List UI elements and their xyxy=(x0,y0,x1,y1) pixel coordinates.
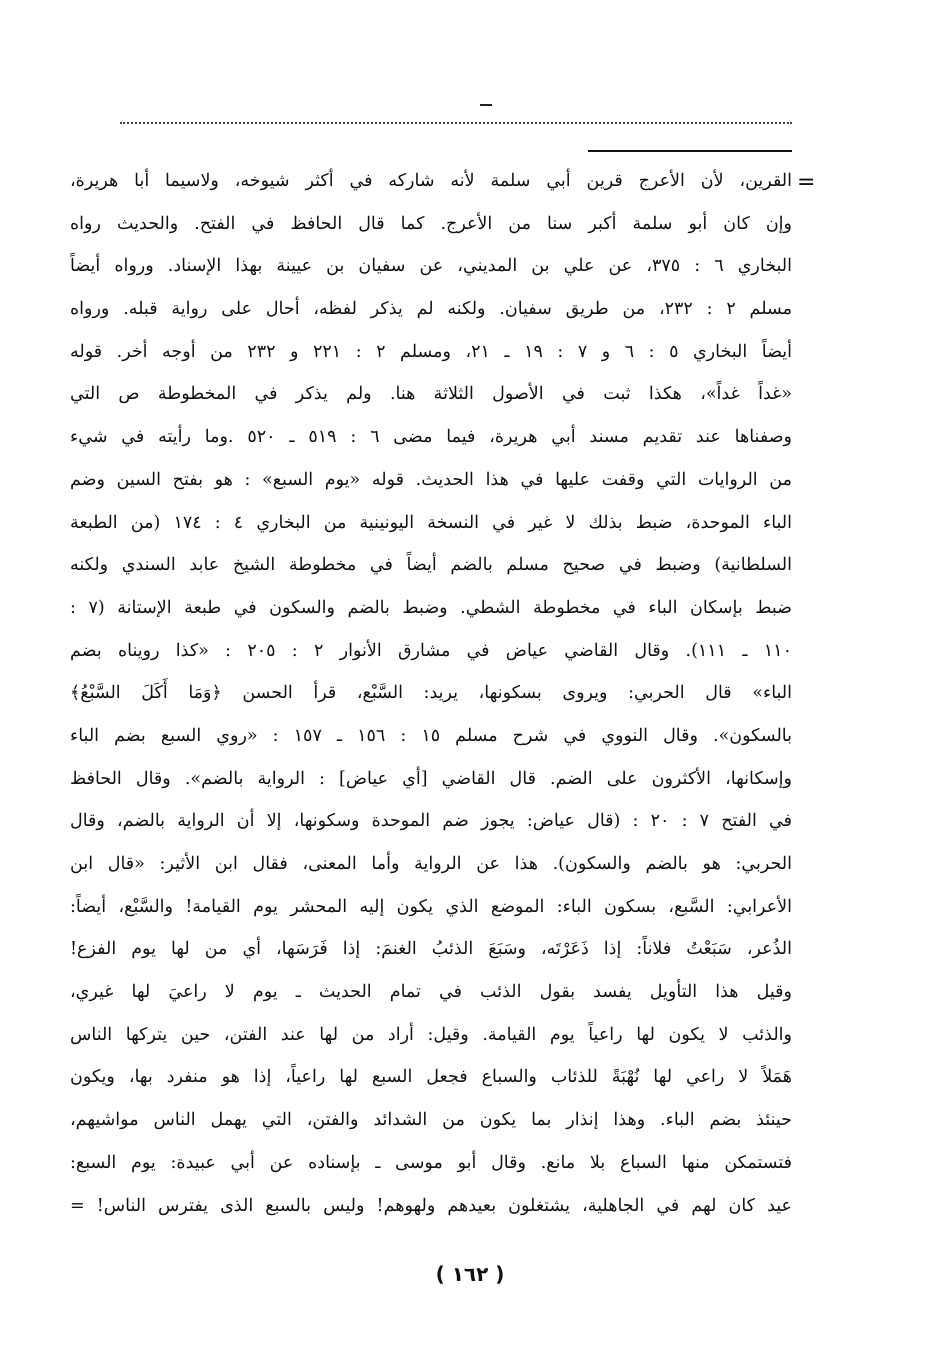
footnote-separator-rule xyxy=(588,150,792,152)
text-line: وإن كان أبو سلمة أكبر سنا من الأعرج. كما قال الحافظ في الفتح. والحديث رواه xyxy=(70,213,792,234)
text-line: مسلم ٢ : ٢٣٢، من طريق سفيان. ولكنه لم يذكر لفظه، أحال على رواية قبله. ورواه xyxy=(70,299,792,320)
header-tick-mark xyxy=(480,104,492,106)
text-line: البخاري ٦ : ٣٧٥، عن علي بن المديني، عن سفيان بن عيينة بهذا الإسناد. ورواه أيضاً xyxy=(70,256,792,277)
text-line: ضبط بإسكان الباء في مخطوطة الشطي. وضبط بالضم والسكون في طبعة الإستانة (٧ : xyxy=(70,597,792,618)
text-line: هَمَلاً لا راعي لها نُهْبَةً للذئاب والسباع فجعل السبع لها راعياً، إذا هو منفرد بها، ويكون xyxy=(70,1067,792,1088)
text-line: «غداً غداً»، هكذا ثبت في الأصول الثلاثة هنا. ولم يذكر في المخطوطة ص التي xyxy=(70,384,792,405)
continuation-mark: = xyxy=(797,170,816,195)
text-line: والذئب لا يكون لها راعياً يوم القيامة. وقيل: أراد من لها عند الفتن، حين يتركها الناس xyxy=(70,1024,792,1045)
text-line: الأعرابي: السَّبع، بسكون الباء: الموضع الذي يكون إليه المحشر يوم القيامة! والسَّبْع، أيضاً: xyxy=(70,896,792,917)
text-line: وقيل هذا التأويل يفسد بقول الذئب في تمام الحديث ـ يوم لا راعيَ لها غيري، xyxy=(70,982,792,1003)
text-line: أيضاً البخاري ٥ : ٦ و ٧ : ١٩ ـ ٢١، ومسلم ٢ : ٢٢١ و ٢٣٢ من أوجه أخر. قوله xyxy=(70,341,792,362)
text-line: وإسكانها، الأكثرون على الضم. قال القاضي [أي عياض] : الرواية بالضم». وقال الحافظ xyxy=(70,768,792,789)
text-line: عيد كان لهم في الجاهلية، يشتغلون بعيدهم ولهوهم! وليس بالسبع الذى يفترس الناس! = xyxy=(70,1195,792,1216)
text-line: حينئذ بضم الباء. وهذا إنذار بما يكون من الشدائد والفتن، التي يهمل الناس مواشيهم، xyxy=(70,1110,792,1131)
text-line: وصفناها عند تقديم مسند أبي هريرة، فيما مضى ٦ : ٥١٩ ـ ٥٢٠ .وما رأيته في شيء xyxy=(70,427,792,448)
text-line: ١١٠ ـ ١١١). وقال القاضي عياض في مشارق الأنوار ٢ : ٢٠٥ : «كذا رويناه بضم xyxy=(70,640,792,661)
text-line: القرين، لأن الأعرج قرين أبي سلمة لأنه شاركه في أكثر شيوخه، ولاسيما أبا هريرة، xyxy=(70,171,792,191)
header-dotted-rule xyxy=(120,122,792,124)
footnote-text-block xyxy=(70,160,792,1227)
text-line: الباء» قال الحربي: ويروى بسكونها، يريد: السَّبْع، قرأ الحسن ﴿وَمَا أَكَلَ السَّبْعُ﴾ xyxy=(70,683,792,704)
text-line: في الفتح ٧ : ٢٠ : (قال عياض: يجوز ضم الموحدة وسكونها، إلا أن الرواية بالضم، وقال xyxy=(70,811,792,832)
text-line: من الروايات التي وقفت عليها في هذا الحديث. قوله «يوم السبع» : هو بفتح السين وضم xyxy=(70,469,792,490)
text-line: فتستمكن منها السباع بلا مانع. وقال أبو موسى ـ بإسناده عن أبي عبيدة: يوم السبع: xyxy=(70,1152,792,1173)
text-line: الذُعر، سَبَعْتُ فلاناً: إذا ذَعَرْتَه، وسَبَعَ الذئبُ الغنمَ: إذا فَرَسَها، أي من لها يوم الفزع! xyxy=(70,939,792,960)
text-line: الحربي: هو بالضم والسكون). هذا عن الرواية وأما المعنى، فقال ابن الأثير: «قال ابن xyxy=(70,854,792,874)
text-line: الباء الموحدة، ضبط بذلك لا غير في النسخة اليونينية من البخاري ٤ : ١٧٤ (من الطبعة xyxy=(70,512,792,533)
text-line: بالسكون». وقال النووي في شرح مسلم ١٥ : ١٥٦ ـ ١٥٧ : «روي السبع بضم الباء xyxy=(70,725,792,746)
text-line: السلطانية) وضبط في صحيح مسلم بالضم أيضاً في مخطوطة الشيخ عابد السندي ولكنه xyxy=(70,555,792,576)
page-number: ( ١٦٢ ) xyxy=(435,1262,505,1286)
